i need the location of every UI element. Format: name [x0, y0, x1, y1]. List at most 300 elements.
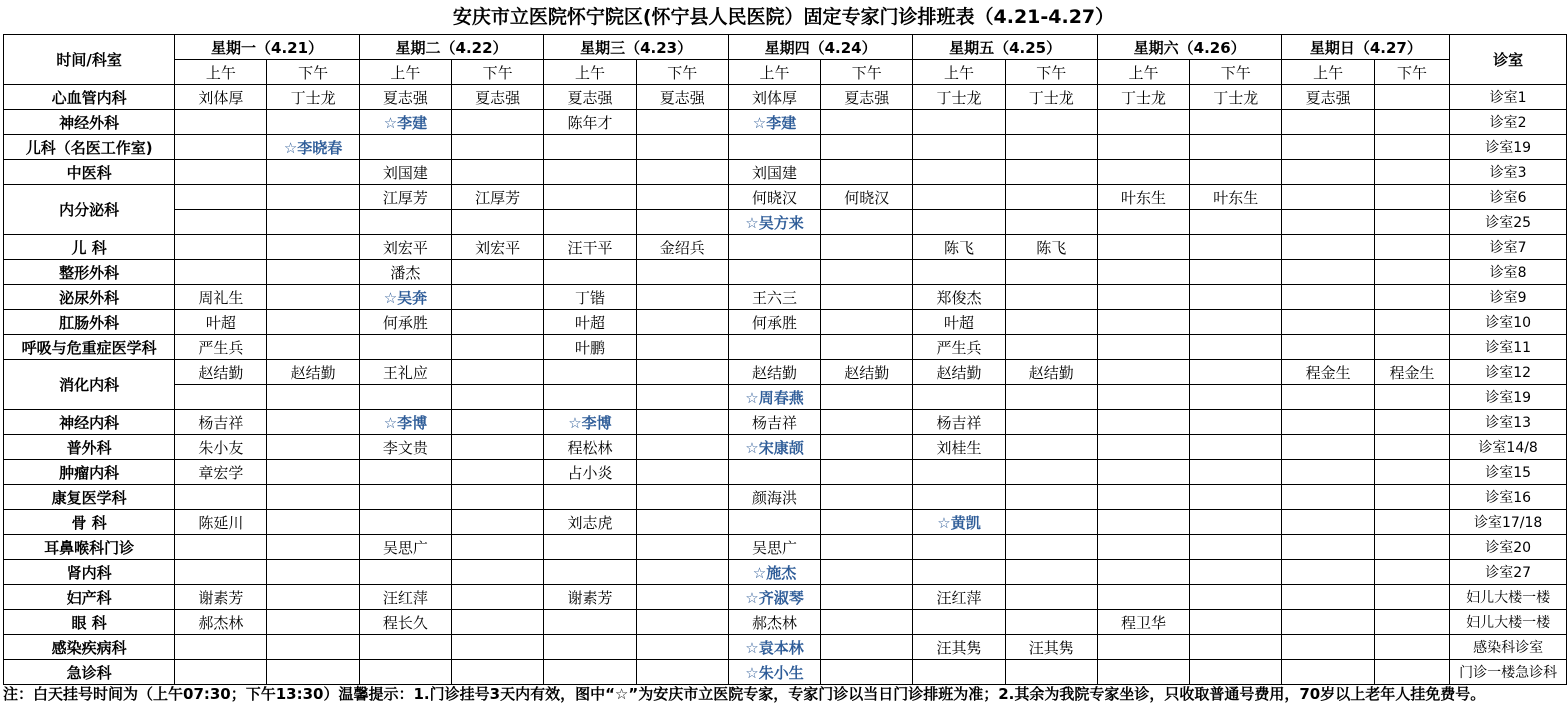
- schedule-cell: [1005, 135, 1097, 160]
- schedule-cell: [1374, 585, 1450, 610]
- table-row: [4, 610, 1567, 635]
- schedule-cell: 程金生: [1374, 360, 1450, 385]
- schedule-cell: [913, 135, 1005, 160]
- schedule-cell: [636, 310, 728, 335]
- schedule-cell: 朱小友: [175, 435, 267, 460]
- schedule-cell: 丁士龙: [913, 85, 1005, 110]
- schedule-cell: [1282, 535, 1374, 560]
- schedule-cell: 程卫华: [1097, 610, 1189, 635]
- schedule-cell: [1282, 335, 1374, 360]
- table-row: [4, 435, 1567, 460]
- schedule-cell: 谢素芳: [175, 585, 267, 610]
- table-row: [4, 210, 1567, 235]
- schedule-cell: [1097, 235, 1189, 260]
- room-cell: 诊室15: [1450, 460, 1567, 485]
- schedule-cell: 丁士龙: [1190, 85, 1282, 110]
- day-header: 星期五（4.25）: [913, 35, 1098, 60]
- day-header: 星期六（4.26）: [1097, 35, 1282, 60]
- schedule-cell: 刘桂生: [913, 435, 1005, 460]
- room-cell: 诊室6: [1450, 185, 1567, 210]
- schedule-cell: [175, 560, 267, 585]
- schedule-cell: 汪其隽: [913, 635, 1005, 660]
- schedule-cell: [728, 510, 820, 535]
- schedule-cell: [1190, 285, 1282, 310]
- schedule-cell: [1282, 310, 1374, 335]
- schedule-cell: [1005, 285, 1097, 310]
- department-name: 整形外科: [4, 260, 175, 285]
- schedule-cell: [1005, 460, 1097, 485]
- schedule-cell: [1190, 335, 1282, 360]
- schedule-cell: [1190, 410, 1282, 435]
- schedule-cell: [452, 610, 544, 635]
- schedule-cell: [913, 485, 1005, 510]
- schedule-cell: [1190, 385, 1282, 410]
- schedule-cell: [1097, 310, 1189, 335]
- room-cell: 诊室17/18: [1450, 510, 1567, 535]
- room-cell: 妇儿大楼一楼: [1450, 585, 1567, 610]
- schedule-cell: [175, 635, 267, 660]
- room-cell: 诊室20: [1450, 535, 1567, 560]
- schedule-cell: [1282, 660, 1374, 685]
- department-name: 神经外科: [4, 110, 175, 135]
- schedule-cell: [359, 485, 451, 510]
- department-name: 消化内科: [4, 360, 175, 410]
- schedule-cell: [544, 660, 636, 685]
- table-row: [4, 585, 1567, 610]
- schedule-cell: 金绍兵: [636, 235, 728, 260]
- schedule-cell: [1282, 510, 1374, 535]
- schedule-cell: 赵结勤: [913, 360, 1005, 385]
- schedule-cell: 汪红萍: [913, 585, 1005, 610]
- schedule-cell: [636, 260, 728, 285]
- header-row-days: [4, 35, 1567, 60]
- schedule-cell: [821, 535, 913, 560]
- schedule-cell: 陈年才: [544, 110, 636, 135]
- schedule-cell: [267, 285, 359, 310]
- schedule-cell: [1282, 560, 1374, 585]
- schedule-cell: [1097, 585, 1189, 610]
- schedule-cell: [359, 560, 451, 585]
- schedule-cell: [175, 535, 267, 560]
- schedule-cell: [544, 210, 636, 235]
- am-header: 上午: [1282, 60, 1374, 85]
- schedule-cell: [636, 585, 728, 610]
- schedule-cell: 王礼应: [359, 360, 451, 385]
- schedule-cell: [1374, 85, 1450, 110]
- schedule-cell: [1190, 585, 1282, 610]
- schedule-cell: [544, 360, 636, 385]
- table-row: [4, 310, 1567, 335]
- schedule-cell: ☆袁本林: [728, 635, 820, 660]
- schedule-cell: [728, 335, 820, 360]
- schedule-cell: 刘国建: [728, 160, 820, 185]
- schedule-cell: [1097, 535, 1189, 560]
- schedule-cell: 叶超: [175, 310, 267, 335]
- department-name: 眼 科: [4, 610, 175, 635]
- schedule-cell: [544, 610, 636, 635]
- schedule-cell: [1190, 260, 1282, 285]
- schedule-cell: 严生兵: [175, 335, 267, 360]
- schedule-cell: 赵结勤: [1005, 360, 1097, 385]
- schedule-cell: [452, 435, 544, 460]
- schedule-cell: 汪其隽: [1005, 635, 1097, 660]
- schedule-cell: [1282, 410, 1374, 435]
- schedule-cell: [913, 460, 1005, 485]
- schedule-cell: [1190, 110, 1282, 135]
- schedule-cell: [1190, 560, 1282, 585]
- schedule-cell: 何承胜: [728, 310, 820, 335]
- schedule-cell: 刘体厚: [728, 85, 820, 110]
- schedule-cell: 汪干平: [544, 235, 636, 260]
- pm-header: 下午: [821, 60, 913, 85]
- schedule-cell: [821, 210, 913, 235]
- table-row: [4, 460, 1567, 485]
- schedule-cell: [636, 335, 728, 360]
- table-row: [4, 410, 1567, 435]
- schedule-cell: [821, 285, 913, 310]
- schedule-cell: [913, 260, 1005, 285]
- schedule-cell: [821, 485, 913, 510]
- schedule-cell: [636, 660, 728, 685]
- schedule-cell: [544, 260, 636, 285]
- table-row: [4, 235, 1567, 260]
- schedule-cell: [452, 410, 544, 435]
- schedule-cell: 王六三: [728, 285, 820, 310]
- schedule-cell: [1374, 635, 1450, 660]
- schedule-cell: 叶超: [913, 310, 1005, 335]
- schedule-cell: 程松林: [544, 435, 636, 460]
- schedule-cell: [1282, 435, 1374, 460]
- schedule-cell: [175, 160, 267, 185]
- pm-header: 下午: [1190, 60, 1282, 85]
- schedule-cell: [636, 535, 728, 560]
- schedule-cell: 刘体厚: [175, 85, 267, 110]
- schedule-cell: [359, 660, 451, 685]
- table-row: [4, 485, 1567, 510]
- schedule-cell: 潘杰: [359, 260, 451, 285]
- schedule-cell: [1005, 485, 1097, 510]
- schedule-cell: [452, 560, 544, 585]
- schedule-cell: [1282, 285, 1374, 310]
- schedule-cell: [267, 260, 359, 285]
- schedule-cell: 夏志强: [1282, 85, 1374, 110]
- schedule-cell: ☆施杰: [728, 560, 820, 585]
- schedule-cell: 丁士龙: [267, 85, 359, 110]
- table-row: [4, 335, 1567, 360]
- corner-header: 时间/科室: [4, 35, 175, 85]
- schedule-cell: [636, 160, 728, 185]
- schedule-cell: [452, 535, 544, 560]
- page-title: 安庆市立医院怀宁院区(怀宁县人民医院）固定专家门诊排班表（4.21-4.27）: [452, 6, 1115, 28]
- day-header: 星期二（4.22）: [359, 35, 544, 60]
- schedule-cell: [821, 310, 913, 335]
- schedule-cell: [359, 385, 451, 410]
- schedule-cell: 叶东生: [1097, 185, 1189, 210]
- schedule-cell: 江厚芳: [359, 185, 451, 210]
- table-row: [4, 510, 1567, 535]
- schedule-cell: [1374, 560, 1450, 585]
- department-name: 儿 科: [4, 235, 175, 260]
- schedule-cell: [267, 410, 359, 435]
- schedule-cell: [728, 260, 820, 285]
- schedule-cell: [452, 135, 544, 160]
- room-header: 诊室: [1450, 35, 1567, 85]
- schedule-cell: 郝杰林: [175, 610, 267, 635]
- schedule-cell: ☆黄凯: [913, 510, 1005, 535]
- schedule-cell: [1374, 210, 1450, 235]
- schedule-cell: [267, 585, 359, 610]
- schedule-cell: 赵结勤: [728, 360, 820, 385]
- schedule-cell: 汪红萍: [359, 585, 451, 610]
- schedule-cell: [821, 135, 913, 160]
- header-row-periods: [4, 60, 1567, 85]
- schedule-cell: [636, 410, 728, 435]
- am-header: 上午: [359, 60, 451, 85]
- schedule-cell: [1005, 510, 1097, 535]
- schedule-cell: ☆吴方来: [728, 210, 820, 235]
- schedule-cell: 严生兵: [913, 335, 1005, 360]
- schedule-cell: [544, 535, 636, 560]
- schedule-cell: [1282, 160, 1374, 185]
- schedule-cell: 赵结勤: [175, 360, 267, 385]
- schedule-cell: [821, 385, 913, 410]
- schedule-cell: [175, 485, 267, 510]
- room-cell: 诊室10: [1450, 310, 1567, 335]
- schedule-cell: [267, 310, 359, 335]
- pm-header: 下午: [267, 60, 359, 85]
- schedule-cell: [1097, 210, 1189, 235]
- schedule-cell: [1374, 285, 1450, 310]
- department-name: 心血管内科: [4, 85, 175, 110]
- schedule-cell: [267, 610, 359, 635]
- schedule-cell: [267, 235, 359, 260]
- schedule-cell: [1190, 235, 1282, 260]
- schedule-cell: [1005, 185, 1097, 210]
- schedule-cell: [1374, 660, 1450, 685]
- room-cell: 诊室12: [1450, 360, 1567, 385]
- schedule-cell: [267, 635, 359, 660]
- am-header: 上午: [1097, 60, 1189, 85]
- schedule-cell: [1282, 385, 1374, 410]
- schedule-cell: [452, 485, 544, 510]
- day-header: 星期四（4.24）: [728, 35, 913, 60]
- schedule-cell: [636, 435, 728, 460]
- schedule-cell: [1374, 510, 1450, 535]
- schedule-cell: [267, 160, 359, 185]
- schedule-cell: [1282, 260, 1374, 285]
- schedule-cell: [267, 210, 359, 235]
- schedule-cell: 杨吉祥: [728, 410, 820, 435]
- schedule-cell: ☆齐淑琴: [728, 585, 820, 610]
- schedule-cell: [1097, 560, 1189, 585]
- department-name: 肛肠外科: [4, 310, 175, 335]
- schedule-cell: ☆周春燕: [728, 385, 820, 410]
- schedule-cell: [636, 485, 728, 510]
- room-cell: 诊室16: [1450, 485, 1567, 510]
- schedule-cell: 丁士龙: [1097, 85, 1189, 110]
- schedule-cell: 周礼生: [175, 285, 267, 310]
- schedule-cell: [452, 260, 544, 285]
- department-name: 泌尿外科: [4, 285, 175, 310]
- schedule-cell: [636, 110, 728, 135]
- schedule-cell: [1005, 585, 1097, 610]
- room-cell: 诊室1: [1450, 85, 1567, 110]
- am-header: 上午: [175, 60, 267, 85]
- schedule-cell: [1097, 510, 1189, 535]
- schedule-cell: [1005, 435, 1097, 460]
- schedule-cell: 谢素芳: [544, 585, 636, 610]
- schedule-cell: 程金生: [1282, 360, 1374, 385]
- schedule-cell: [636, 185, 728, 210]
- schedule-cell: [452, 360, 544, 385]
- schedule-cell: 何承胜: [359, 310, 451, 335]
- schedule-cell: [1097, 285, 1189, 310]
- schedule-cell: 赵结勤: [267, 360, 359, 385]
- schedule-cell: [728, 135, 820, 160]
- schedule-cell: [175, 260, 267, 285]
- pm-header: 下午: [1005, 60, 1097, 85]
- department-name: 神经内科: [4, 410, 175, 435]
- schedule-cell: [1282, 235, 1374, 260]
- schedule-cell: [728, 460, 820, 485]
- schedule-cell: [913, 160, 1005, 185]
- schedule-cell: [1097, 260, 1189, 285]
- schedule-cell: [544, 485, 636, 510]
- schedule-cell: [1282, 185, 1374, 210]
- schedule-cell: 程长久: [359, 610, 451, 635]
- day-header: 星期日（4.27）: [1282, 35, 1450, 60]
- day-header: 星期一（4.21）: [175, 35, 360, 60]
- room-cell: 诊室14/8: [1450, 435, 1567, 460]
- schedule-cell: 江厚芳: [452, 185, 544, 210]
- room-cell: 诊室19: [1450, 385, 1567, 410]
- schedule-cell: [452, 110, 544, 135]
- schedule-cell: [1374, 235, 1450, 260]
- am-header: 上午: [913, 60, 1005, 85]
- schedule-cell: [452, 285, 544, 310]
- schedule-cell: [544, 635, 636, 660]
- schedule-cell: [1282, 635, 1374, 660]
- schedule-cell: [267, 510, 359, 535]
- schedule-cell: [267, 485, 359, 510]
- schedule-cell: 陈飞: [1005, 235, 1097, 260]
- schedule-cell: 郑俊杰: [913, 285, 1005, 310]
- schedule-cell: 吴思广: [728, 535, 820, 560]
- department-name: 普外科: [4, 435, 175, 460]
- room-cell: 诊室27: [1450, 560, 1567, 585]
- schedule-cell: [175, 660, 267, 685]
- schedule-cell: [452, 385, 544, 410]
- room-cell: 诊室19: [1450, 135, 1567, 160]
- room-cell: 诊室8: [1450, 260, 1567, 285]
- pm-header: 下午: [1374, 60, 1450, 85]
- schedule-cell: 丁锴: [544, 285, 636, 310]
- schedule-cell: [821, 635, 913, 660]
- schedule-cell: 郝杰林: [728, 610, 820, 635]
- schedule-cell: [636, 285, 728, 310]
- schedule-cell: [267, 385, 359, 410]
- schedule-cell: [1005, 110, 1097, 135]
- schedule-body: [4, 35, 1567, 685]
- schedule-cell: [267, 660, 359, 685]
- schedule-cell: [1374, 335, 1450, 360]
- schedule-cell: 颜海洪: [728, 485, 820, 510]
- schedule-cell: [452, 310, 544, 335]
- schedule-cell: ☆李建: [728, 110, 820, 135]
- schedule-cell: [359, 510, 451, 535]
- schedule-cell: ☆李博: [544, 410, 636, 435]
- schedule-cell: [1374, 460, 1450, 485]
- schedule-cell: [1374, 260, 1450, 285]
- am-header: 上午: [728, 60, 820, 85]
- schedule-cell: 叶鹏: [544, 335, 636, 360]
- schedule-cell: [1282, 210, 1374, 235]
- footnote: 注：白天挂号时间为（上午07:30；下午13:30）温馨提示：1.门诊挂号3天内有效，图中“☆”为安庆市立医院专家，专家门诊以当日门诊排班为准；2.其余为我院专家坐诊，只收取普通号费用，70岁以上老年人挂免费号。: [3, 685, 1486, 703]
- schedule-cell: [544, 385, 636, 410]
- room-cell: 诊室3: [1450, 160, 1567, 185]
- department-name: 感染疾病科: [4, 635, 175, 660]
- schedule-cell: [636, 135, 728, 160]
- schedule-cell: [636, 360, 728, 385]
- schedule-cell: [913, 660, 1005, 685]
- department-name: 中医科: [4, 160, 175, 185]
- schedule-cell: [1190, 160, 1282, 185]
- schedule-cell: [1374, 310, 1450, 335]
- schedule-cell: [267, 560, 359, 585]
- schedule-cell: [452, 210, 544, 235]
- schedule-cell: [452, 510, 544, 535]
- schedule-cell: 何晓汉: [821, 185, 913, 210]
- schedule-cell: [1190, 660, 1282, 685]
- schedule-cell: 赵结勤: [821, 360, 913, 385]
- schedule-cell: [1374, 535, 1450, 560]
- schedule-cell: [452, 660, 544, 685]
- department-name: 儿科（名医工作室): [4, 135, 175, 160]
- schedule-cell: [359, 460, 451, 485]
- schedule-cell: [636, 560, 728, 585]
- schedule-cell: [821, 435, 913, 460]
- schedule-cell: [636, 635, 728, 660]
- schedule-cell: [544, 160, 636, 185]
- table-row: [4, 135, 1567, 160]
- schedule-cell: [1097, 360, 1189, 385]
- schedule-cell: [1097, 110, 1189, 135]
- schedule-cell: 章宏学: [175, 460, 267, 485]
- schedule-cell: [821, 460, 913, 485]
- schedule-cell: ☆李博: [359, 410, 451, 435]
- schedule-cell: [267, 110, 359, 135]
- schedule-cell: [1374, 610, 1450, 635]
- schedule-cell: [175, 235, 267, 260]
- schedule-cell: [913, 535, 1005, 560]
- schedule-cell: [267, 185, 359, 210]
- schedule-cell: 夏志强: [544, 85, 636, 110]
- schedule-cell: [913, 185, 1005, 210]
- schedule-cell: [821, 235, 913, 260]
- schedule-cell: 夏志强: [821, 85, 913, 110]
- schedule-cell: [544, 560, 636, 585]
- schedule-cell: [1005, 210, 1097, 235]
- schedule-cell: [175, 135, 267, 160]
- schedule-cell: [728, 235, 820, 260]
- schedule-cell: [1005, 385, 1097, 410]
- department-name: 肿瘤内科: [4, 460, 175, 485]
- schedule-cell: [1282, 610, 1374, 635]
- schedule-cell: [1190, 610, 1282, 635]
- schedule-cell: [1097, 460, 1189, 485]
- schedule-table: [3, 34, 1567, 685]
- schedule-cell: [1005, 610, 1097, 635]
